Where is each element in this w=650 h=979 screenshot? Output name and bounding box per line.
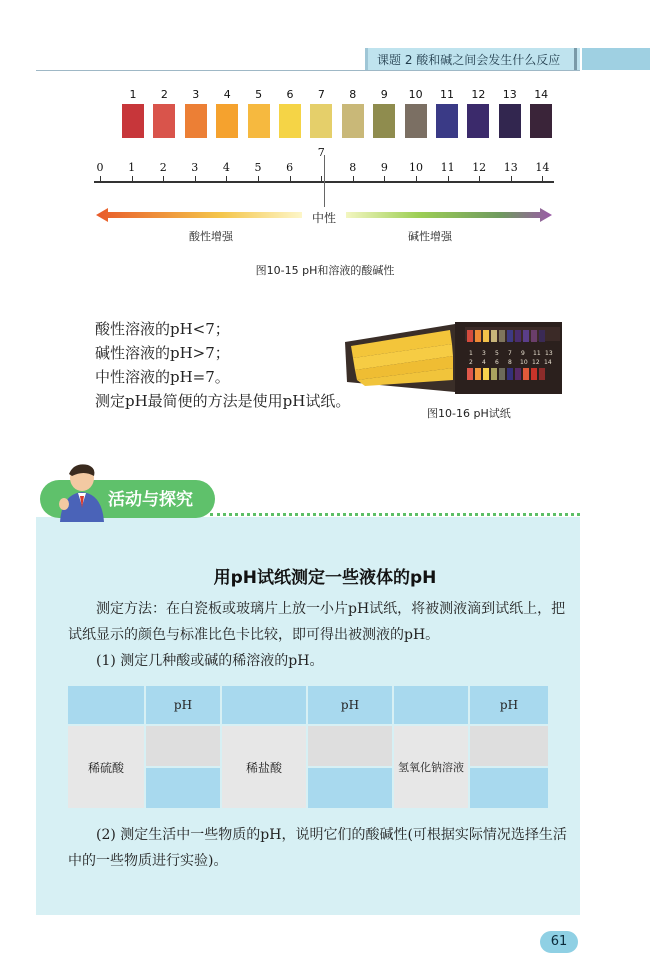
header-tab bbox=[582, 48, 650, 70]
color-chart-number: 3 bbox=[192, 88, 200, 101]
ph-color-swatch bbox=[216, 104, 238, 138]
ph-axis-tick bbox=[258, 176, 259, 182]
svg-text:9: 9 bbox=[521, 350, 525, 357]
activity-label: 活动与探究 bbox=[108, 490, 193, 510]
color-chart-number: 12 bbox=[471, 88, 486, 101]
color-chart-number: 14 bbox=[534, 88, 549, 101]
ph-axis-tick-label: 7 bbox=[317, 146, 325, 159]
svg-text:1: 1 bbox=[469, 350, 473, 357]
ph-axis-tick-label: 9 bbox=[380, 161, 388, 174]
ph-color-swatch bbox=[122, 104, 144, 138]
body-line-method: 测定pH最简便的方法是使用pH试纸。 bbox=[95, 392, 351, 410]
body-line-acid: 酸性溶液的pH<7； bbox=[95, 320, 230, 338]
ph-axis-tick bbox=[542, 176, 543, 182]
ph-color-swatch bbox=[310, 104, 332, 138]
ph-axis-tick bbox=[226, 176, 227, 182]
color-chart-number: 10 bbox=[408, 88, 423, 101]
page-number: 61 bbox=[540, 931, 578, 953]
table-cell-substance-h2so4: 稀硫酸 bbox=[68, 726, 144, 808]
ph-color-swatch bbox=[342, 104, 364, 138]
figure-caption-10-16: 图10-16 pH试纸 bbox=[427, 407, 511, 420]
student-illustration bbox=[52, 462, 108, 524]
ph-axis-tick bbox=[448, 176, 449, 182]
body-line-neutral: 中性溶液的pH=7。 bbox=[95, 368, 230, 386]
svg-text:13: 13 bbox=[545, 350, 553, 357]
ph-axis-tick bbox=[100, 176, 101, 182]
svg-text:4: 4 bbox=[482, 359, 486, 366]
svg-text:8: 8 bbox=[508, 359, 512, 366]
svg-text:5: 5 bbox=[495, 350, 499, 357]
ph-axis-tick-label: 1 bbox=[128, 161, 136, 174]
color-chart-number: 8 bbox=[349, 88, 357, 101]
table-header-substance-2 bbox=[222, 686, 306, 724]
color-chart-number: 13 bbox=[502, 88, 517, 101]
table-header-ph-2: pH bbox=[308, 686, 392, 724]
body-line-base: 碱性溶液的pH>7； bbox=[95, 344, 230, 362]
neutral-label: 中性 bbox=[312, 211, 337, 225]
acid-label: 酸性增强 bbox=[189, 230, 233, 243]
color-chart-number: 9 bbox=[380, 88, 388, 101]
ph-axis-tick-label: 6 bbox=[286, 161, 294, 174]
ph-axis-tick bbox=[163, 176, 164, 182]
ph-color-swatch bbox=[499, 104, 521, 138]
ph-axis-tick bbox=[384, 176, 385, 182]
ph-color-swatch bbox=[248, 104, 270, 138]
table-cell-substance-naoh: 氢氧化钠溶液 bbox=[394, 726, 468, 808]
table-cell-ph-blank bbox=[470, 726, 548, 766]
ph-color-swatch bbox=[153, 104, 175, 138]
method-paragraph: 测定方法：在白瓷板或玻璃片上放一小片pH试纸，将被测液滴到试纸上，把试纸显示的颜色与标准比色卡比较，即可得出被测液的pH。 bbox=[68, 601, 566, 643]
ph-axis-tick-label: 5 bbox=[254, 161, 262, 174]
svg-text:12: 12 bbox=[532, 359, 540, 366]
ph-axis-tick-label: 12 bbox=[472, 161, 487, 174]
ph-paper-photo bbox=[345, 322, 562, 394]
header-rule bbox=[36, 70, 580, 71]
ph-axis-tick bbox=[195, 176, 196, 182]
ph-axis-tick-label: 8 bbox=[349, 161, 357, 174]
ph-axis-tick bbox=[353, 176, 354, 182]
color-chart-number: 6 bbox=[286, 88, 294, 101]
svg-text:11: 11 bbox=[533, 350, 541, 357]
table-header-substance-3 bbox=[394, 686, 468, 724]
svg-text:7: 7 bbox=[508, 350, 512, 357]
ph-axis-tick bbox=[479, 176, 480, 182]
figure-caption-10-15: 图10-15 pH和溶液的酸碱性 bbox=[255, 264, 395, 277]
color-chart-number: 1 bbox=[129, 88, 137, 101]
ph-color-swatch bbox=[373, 104, 395, 138]
table-header-ph-3: pH bbox=[470, 686, 548, 724]
ph-axis-tick-label: 2 bbox=[159, 161, 167, 174]
color-chart-number: 7 bbox=[317, 88, 325, 101]
table-cell-ph-blank bbox=[308, 726, 392, 766]
ph-axis-tick-label: 13 bbox=[503, 161, 518, 174]
ph-axis-tick bbox=[290, 176, 291, 182]
ph-color-swatch bbox=[530, 104, 552, 138]
table-cell-ph-blank bbox=[146, 726, 220, 766]
ph-color-swatch bbox=[467, 104, 489, 138]
ph-color-swatch bbox=[405, 104, 427, 138]
svg-text:2: 2 bbox=[469, 359, 473, 366]
ph-axis-tick-label: 14 bbox=[535, 161, 550, 174]
base-label: 碱性增强 bbox=[408, 230, 452, 243]
ph-axis-tick bbox=[511, 176, 512, 182]
svg-text:10: 10 bbox=[520, 359, 528, 366]
table-cell-ph-blank bbox=[470, 768, 548, 808]
table-cell-ph-blank bbox=[146, 768, 220, 808]
ph-axis-tick-label: 10 bbox=[409, 161, 423, 174]
color-chart-number: 4 bbox=[223, 88, 231, 101]
svg-text:14: 14 bbox=[544, 359, 552, 366]
color-chart-number: 2 bbox=[160, 88, 168, 101]
svg-text:3: 3 bbox=[482, 350, 486, 357]
table-cell-substance-hcl: 稀盐酸 bbox=[222, 726, 306, 808]
ph-axis-tick bbox=[321, 176, 322, 182]
color-chart-number: 5 bbox=[255, 88, 263, 101]
ph-axis-tick bbox=[132, 176, 133, 182]
step-1-text: (1) 测定几种酸或碱的稀溶液的pH。 bbox=[96, 653, 324, 669]
table-header-substance-1 bbox=[68, 686, 144, 724]
activity-title: 用pH试纸测定一些液体的pH bbox=[213, 568, 437, 588]
ph-color-swatch bbox=[185, 104, 207, 138]
ph-color-swatch bbox=[279, 104, 301, 138]
ph-axis-tick-label: 11 bbox=[440, 161, 455, 174]
header-title: 课题 2 酸和碱之间会发生什么反应 bbox=[377, 53, 561, 67]
color-chart-number: 11 bbox=[440, 88, 454, 101]
svg-text:6: 6 bbox=[495, 359, 499, 366]
ph-axis-tick-label: 3 bbox=[191, 161, 199, 174]
ph-axis-tick-label: 4 bbox=[222, 161, 230, 174]
ph-axis-tick bbox=[416, 176, 417, 182]
neutral-line bbox=[324, 155, 325, 207]
ph-axis-tick-label: 0 bbox=[96, 161, 104, 174]
activity-dotted-rule bbox=[210, 513, 580, 516]
results-table bbox=[68, 686, 548, 808]
ph-color-swatch bbox=[436, 104, 458, 138]
table-cell-ph-blank bbox=[308, 768, 392, 808]
step-2-text: (2) 测定生活中一些物质的pH，说明它们的酸碱性(可根据实际情况选择生活中的一些物质进行实验)。 bbox=[68, 827, 567, 869]
header-divider bbox=[574, 48, 577, 70]
table-header-ph-1: pH bbox=[146, 686, 220, 724]
